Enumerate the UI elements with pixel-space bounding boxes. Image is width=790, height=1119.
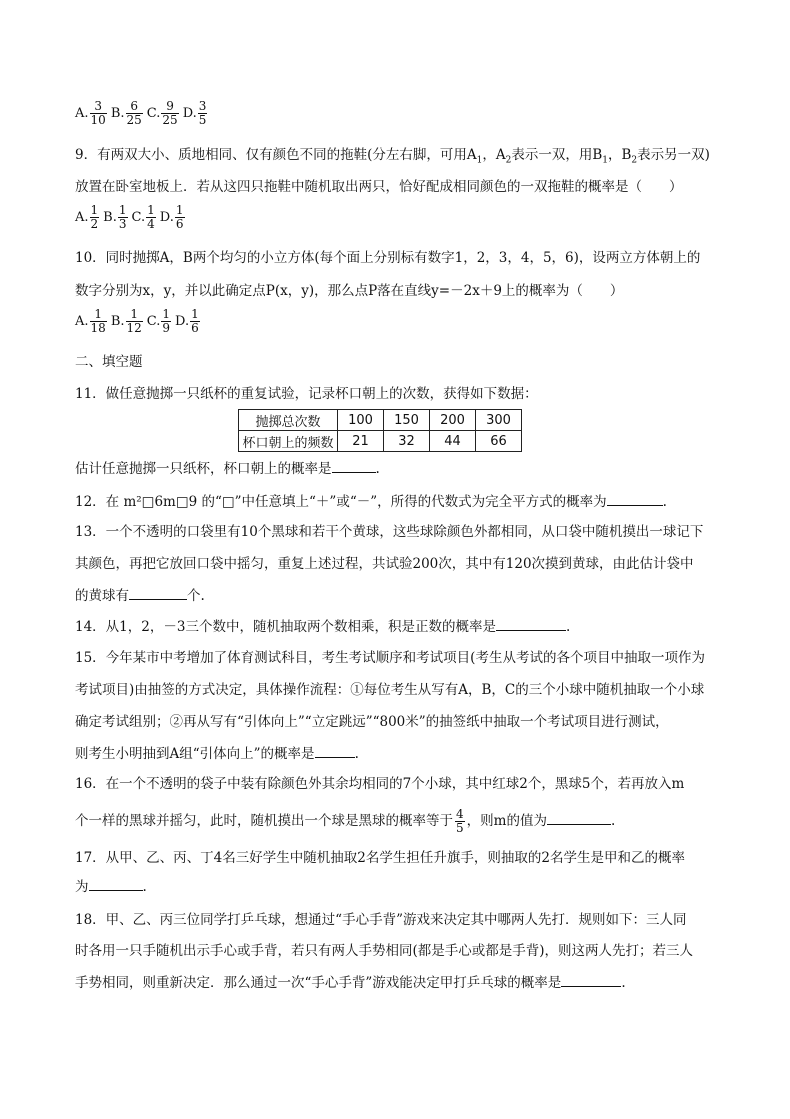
answer-blank[interactable] [561,973,621,987]
q12-line: 12．在 m²□6m□9 的“□”中任意填上“＋”或“－”，所得的代数式为完全平方式的概率为 . [75,494,667,510]
table-cell: 32 [384,431,430,452]
q9-line-1: 9．有两双大小、质地相同、仅有颜色不同的拖鞋(分左右脚，可用$A_1$，$A_2$表示一双，用$B_1$，$B_2$表示另一双) [75,147,710,166]
q11-data-table [238,409,522,452]
q8-option-d: D. $\frac{3}{5}$ [182,99,207,127]
q15-line-1: 15．今年某市中考增加了体育测试科目，考生考试顺序和考试项目(考生从考试的各个项目中抽取一项作为 [75,650,705,666]
q10-options [75,308,204,335]
table-cell: 100 [338,410,384,431]
q9-options [75,204,189,231]
table-cell: 200 [430,410,476,431]
q9-option-b: B. $\frac{1}{3}$ [103,203,127,231]
q10-option-b: B. $\frac{1}{12}$ [110,307,142,335]
answer-blank[interactable] [332,459,376,473]
section-heading-fill-in: 二、填空题 [75,354,143,370]
q11-line-1: 11．做任意抛掷一只纸杯的重复试验，记录杯口朝上的次数，获得如下数据： [75,386,538,402]
q15-line-3: 确定考试组别；②再从写有“引体向上”“立定跳远”“800米”的抽签纸中抽取一个考试项目进行测试， [75,714,669,730]
table-cell: 抛掷总次数 [239,410,338,431]
answer-blank[interactable] [607,492,663,506]
q10-option-c: C. $\frac{1}{9}$ [146,307,171,335]
table-cell: 150 [384,410,430,431]
q9-option-a: A. $\frac{1}{2}$ [75,203,99,231]
q8-option-a: A. $\frac{3}{10}$ [75,99,106,127]
q16-line-1: 16．在一个不透明的袋子中装有除颜色外其余均相同的7个小球，其中红球2个，黑球5个，若再放入m [75,776,685,792]
table-cell: 66 [476,431,522,452]
table-row [239,410,522,431]
table-row [239,431,522,452]
q15-line-4: 则考生小明抽到A组“引体向上”的概率是 . [75,746,359,762]
q10-option-d: D. $\frac{1}{6}$ [175,307,199,335]
answer-blank[interactable] [547,811,611,825]
q18-line-1: 18．甲、乙、丙三位同学打乒乓球，想通过“手心手背”游戏来决定其中哪两人先打．规则如下：三人同 [75,912,687,928]
q17-line-2: 为 . [75,879,147,895]
answer-blank[interactable] [496,617,566,631]
q9-option-c: C. $\frac{1}{4}$ [131,203,155,231]
q8-options [75,100,211,127]
q9-option-d: D. $\frac{1}{6}$ [159,203,184,231]
table-cell: 300 [476,410,522,431]
q13-line-1: 13．一个不透明的口袋里有10个黑球和若干个黄球，这些球除颜色外都相同，从口袋中随机摸出一球记下 [75,524,704,540]
table-cell: 杯口朝上的频数 [239,431,338,452]
q15-line-2: 考试项目)由抽签的方式决定，具体操作流程：①每位考生从写有A，B，C的三个小球中随机抽取一个小球 [75,682,705,698]
q17-line-1: 17．从甲、乙、丙、丁4名三好学生中随机抽取2名学生担任升旗手，则抽取的2名学生是甲和乙的概率 [75,850,685,866]
q14-line: 14．从1，2，－3三个数中，随机抽取两个数相乘，积是正数的概率是 . [75,619,571,635]
q8-option-c: C. $\frac{9}{25}$ [146,99,178,127]
q10-line-1: 10．同时抛掷A，B两个均匀的小立方体(每个面上分别标有数字1，2，3，4，5，6)，设两立方体朝上的 [75,250,701,266]
table-cell: 44 [430,431,476,452]
q13-line-3: 的黄球有 个. [75,588,205,604]
answer-blank[interactable] [129,586,187,600]
table-cell: 21 [338,431,384,452]
q10-line-2: 数字分别为x，y，并以此确定点P(x，y)，那么点P落在直线y=－2x＋9上的概率为（ ） [75,283,624,299]
answer-blank[interactable] [89,877,143,891]
q18-line-3: 手势相同，则重新决定．那么通过一次“手心手背”游戏能决定甲打乒乓球的概率是 . [75,975,626,991]
q9-line-2: 放置在卧室地板上．若从这四只拖鞋中随机取出两只，恰好配成相同颜色的一双拖鞋的概率是（ ） [75,179,683,195]
q16-line-2: 个一样的黑球并摇匀，此时，随机摸出一个球是黑球的概率等于 $\frac{4}{5}$ ，则m的值为 . [75,807,616,835]
q13-line-2: 其颜色，再把它放回口袋中摇匀，重复上述过程，共试验200次，其中有120次摸到黄球，由此估计袋中 [75,556,694,572]
q10-option-a: A. $\frac{1}{18}$ [75,307,106,335]
q8-option-b: B. $\frac{6}{25}$ [110,99,142,127]
fraction: $\frac{4}{5}$ [456,807,464,835]
answer-blank[interactable] [315,744,355,758]
q18-line-2: 时各用一只手随机出示手心或手背，若只有两人手势相同(都是手心或都是手背)，则这两人先打；若三人 [75,943,694,959]
q11-line-2: 估计任意抛掷一只纸杯，杯口朝上的概率是 . [75,461,380,477]
